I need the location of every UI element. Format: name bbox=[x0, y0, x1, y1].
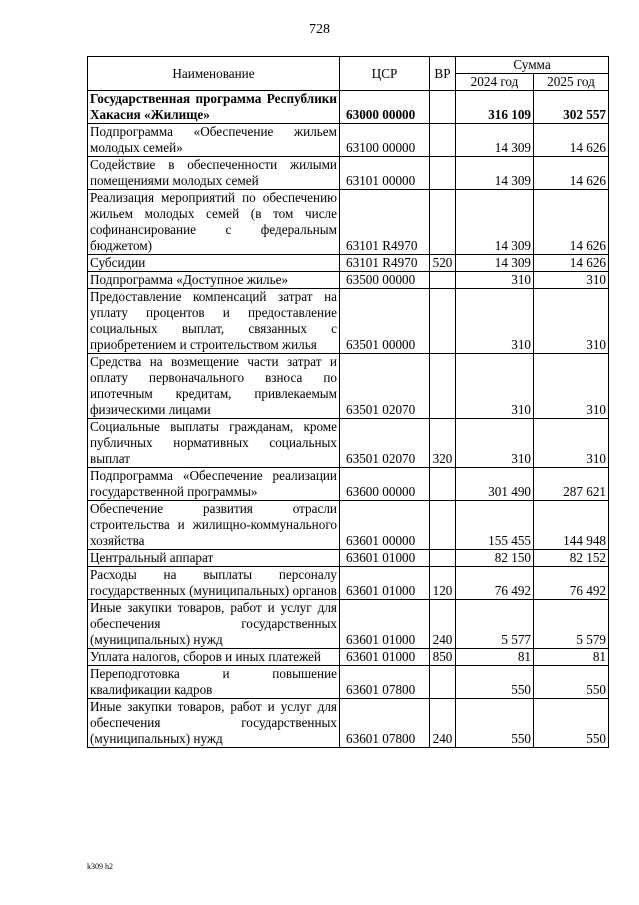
row-csr: 63601 01000 bbox=[340, 649, 430, 666]
row-name: Центральный аппарат bbox=[88, 550, 340, 567]
row-vr bbox=[430, 666, 456, 699]
budget-table bbox=[87, 56, 609, 748]
row-vr: 520 bbox=[430, 255, 456, 272]
table-row bbox=[88, 501, 609, 550]
header-csr: ЦСР bbox=[340, 57, 430, 91]
row-value-2024: 301 490 bbox=[456, 468, 534, 501]
table-row bbox=[88, 124, 609, 157]
row-value-2025: 5 579 bbox=[534, 600, 609, 649]
table-row bbox=[88, 666, 609, 699]
table-row bbox=[88, 468, 609, 501]
row-value-2024: 310 bbox=[456, 419, 534, 468]
row-vr bbox=[430, 91, 456, 124]
row-vr bbox=[430, 124, 456, 157]
row-value-2025: 302 557 bbox=[534, 91, 609, 124]
row-value-2025: 76 492 bbox=[534, 567, 609, 600]
row-value-2025: 310 bbox=[534, 419, 609, 468]
row-value-2025: 550 bbox=[534, 666, 609, 699]
row-vr: 850 bbox=[430, 649, 456, 666]
row-vr bbox=[430, 354, 456, 419]
row-value-2024: 310 bbox=[456, 289, 534, 354]
table-row bbox=[88, 354, 609, 419]
row-value-2024: 155 455 bbox=[456, 501, 534, 550]
row-name: Социальные выплаты гражданам, кроме публичных нормативных социальных выплат bbox=[88, 419, 340, 468]
table-row bbox=[88, 699, 609, 748]
row-value-2024: 550 bbox=[456, 699, 534, 748]
row-value-2024: 14 309 bbox=[456, 124, 534, 157]
row-name: Предоставление компенсаций затрат на уплату процентов и предоставление социальных выплат, связанных с приобретением и строительством жилья bbox=[88, 289, 340, 354]
row-vr: 240 bbox=[430, 600, 456, 649]
table-row bbox=[88, 567, 609, 600]
row-name: Реализация мероприятий по обеспечению жильем молодых семей (в том числе софинансирование с федеральным бюджетом) bbox=[88, 190, 340, 255]
row-vr bbox=[430, 157, 456, 190]
header-year-2025: 2025 год bbox=[534, 74, 609, 91]
row-name: Расходы на выплаты персоналу государственных (муниципальных) органов bbox=[88, 567, 340, 600]
row-value-2025: 550 bbox=[534, 699, 609, 748]
row-value-2024: 14 309 bbox=[456, 190, 534, 255]
row-vr: 240 bbox=[430, 699, 456, 748]
row-value-2024: 14 309 bbox=[456, 157, 534, 190]
row-csr: 63501 00000 bbox=[340, 289, 430, 354]
table-row bbox=[88, 272, 609, 289]
header-year-2024: 2024 год bbox=[456, 74, 534, 91]
row-name: Переподготовка и повышение квалификации кадров bbox=[88, 666, 340, 699]
row-value-2025: 287 621 bbox=[534, 468, 609, 501]
row-csr: 63601 07800 bbox=[340, 699, 430, 748]
row-csr: 63501 02070 bbox=[340, 354, 430, 419]
row-csr: 63601 01000 bbox=[340, 567, 430, 600]
row-name: Государственная программа Республики Хакасия «Жилище» bbox=[88, 91, 340, 124]
table-row bbox=[88, 550, 609, 567]
table-row bbox=[88, 91, 609, 124]
table-body bbox=[88, 91, 609, 748]
row-csr: 63601 01000 bbox=[340, 600, 430, 649]
table-row bbox=[88, 255, 609, 272]
row-value-2024: 310 bbox=[456, 354, 534, 419]
table-row bbox=[88, 600, 609, 649]
row-name: Подпрограмма «Обеспечение реализации государственной программы» bbox=[88, 468, 340, 501]
row-value-2025: 14 626 bbox=[534, 190, 609, 255]
row-name: Иные закупки товаров, работ и услуг для обеспечения государственных (муниципальных) нужд bbox=[88, 699, 340, 748]
row-name: Субсидии bbox=[88, 255, 340, 272]
row-csr: 63101 00000 bbox=[340, 157, 430, 190]
header-name: Наименование bbox=[88, 57, 340, 91]
table-row bbox=[88, 649, 609, 666]
row-vr bbox=[430, 550, 456, 567]
header-vr: ВР bbox=[430, 57, 456, 91]
row-name: Уплата налогов, сборов и иных платежей bbox=[88, 649, 340, 666]
row-value-2025: 310 bbox=[534, 289, 609, 354]
row-csr: 63601 07800 bbox=[340, 666, 430, 699]
row-vr bbox=[430, 501, 456, 550]
row-name: Содействие в обеспеченности жилыми помещениями молодых семей bbox=[88, 157, 340, 190]
row-vr: 320 bbox=[430, 419, 456, 468]
row-value-2025: 14 626 bbox=[534, 157, 609, 190]
row-csr: 63500 00000 bbox=[340, 272, 430, 289]
row-name: Средства на возмещение части затрат и оплату первоначального взноса по ипотечным кредитам, привлекаемым физическими лицами bbox=[88, 354, 340, 419]
header-sum: Сумма bbox=[456, 57, 609, 74]
table-header-row bbox=[88, 57, 609, 74]
row-csr: 63100 00000 bbox=[340, 124, 430, 157]
row-vr bbox=[430, 190, 456, 255]
row-value-2025: 310 bbox=[534, 272, 609, 289]
table-row bbox=[88, 190, 609, 255]
row-value-2025: 310 bbox=[534, 354, 609, 419]
row-csr: 63101 R4970 bbox=[340, 190, 430, 255]
row-value-2024: 316 109 bbox=[456, 91, 534, 124]
row-value-2025: 14 626 bbox=[534, 255, 609, 272]
row-csr: 63601 01000 bbox=[340, 550, 430, 567]
row-vr bbox=[430, 289, 456, 354]
row-csr: 63000 00000 bbox=[340, 91, 430, 124]
row-csr: 63101 R4970 bbox=[340, 255, 430, 272]
row-value-2024: 550 bbox=[456, 666, 534, 699]
row-value-2024: 81 bbox=[456, 649, 534, 666]
row-csr: 63601 00000 bbox=[340, 501, 430, 550]
row-value-2025: 144 948 bbox=[534, 501, 609, 550]
row-value-2025: 82 152 bbox=[534, 550, 609, 567]
row-value-2024: 310 bbox=[456, 272, 534, 289]
row-vr bbox=[430, 468, 456, 501]
row-value-2025: 81 bbox=[534, 649, 609, 666]
row-csr: 63600 00000 bbox=[340, 468, 430, 501]
row-value-2024: 5 577 bbox=[456, 600, 534, 649]
row-name: Подпрограмма «Обеспечение жильем молодых семей» bbox=[88, 124, 340, 157]
row-vr bbox=[430, 272, 456, 289]
row-name: Иные закупки товаров, работ и услуг для обеспечения государственных (муниципальных) нужд bbox=[88, 600, 340, 649]
row-vr: 120 bbox=[430, 567, 456, 600]
row-csr: 63501 02070 bbox=[340, 419, 430, 468]
page-number: 728 bbox=[309, 22, 330, 37]
table-row bbox=[88, 419, 609, 468]
row-value-2024: 82 150 bbox=[456, 550, 534, 567]
row-name: Обеспечение развития отрасли строительства и жилищно-коммунального хозяйства bbox=[88, 501, 340, 550]
row-value-2025: 14 626 bbox=[534, 124, 609, 157]
table-row bbox=[88, 289, 609, 354]
row-value-2024: 76 492 bbox=[456, 567, 534, 600]
row-value-2024: 14 309 bbox=[456, 255, 534, 272]
footer-code: k309 h2 bbox=[87, 862, 113, 871]
row-name: Подпрограмма «Доступное жилье» bbox=[88, 272, 340, 289]
table-row bbox=[88, 157, 609, 190]
